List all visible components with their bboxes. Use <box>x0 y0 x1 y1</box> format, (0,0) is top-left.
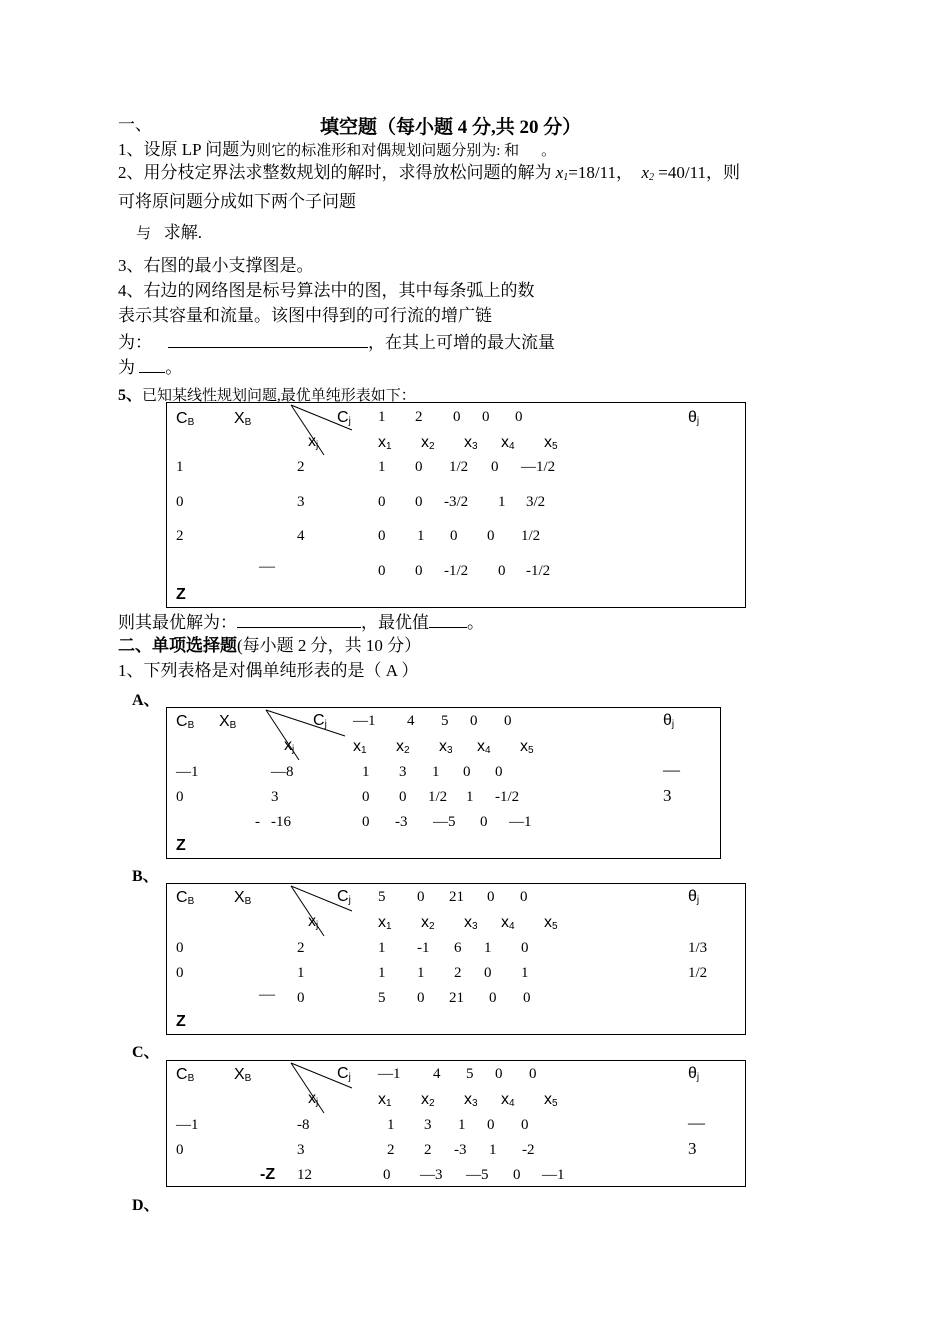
a-cj-2: 4 <box>407 713 415 729</box>
t5-cj-2: 2 <box>415 409 423 425</box>
b-cj: C <box>337 888 349 905</box>
q2-solve: 求解. <box>163 223 203 242</box>
a-header-x5 <box>520 738 534 760</box>
a-header-theta <box>663 712 674 734</box>
a-header-xj <box>284 737 294 759</box>
header-x3 <box>464 434 478 456</box>
question-2-line1 <box>118 163 740 188</box>
c-r1-c2: 3 <box>424 1117 432 1133</box>
q5-optimal-value-label: ，最优值 <box>361 613 429 632</box>
c-s1: 1 <box>386 1098 392 1109</box>
q5-answer-period: 。 <box>467 613 484 632</box>
q2-var-x1: x <box>555 163 564 182</box>
t5-r1-c2: 0 <box>415 459 423 475</box>
header-cj <box>337 409 351 431</box>
c-cj-2: 4 <box>433 1066 441 1082</box>
a-x3: x <box>439 738 447 755</box>
t5-r1-cb: 1 <box>176 459 184 475</box>
a-theta-sub: j <box>671 719 675 730</box>
question-1 <box>118 140 556 161</box>
b-z-c3: 21 <box>449 990 464 1006</box>
a-r2-c3: 1/2 <box>428 789 448 805</box>
b-x4: x <box>501 914 509 931</box>
b-cj-4: 0 <box>487 889 495 905</box>
a-r1-cb: —1 <box>176 764 199 780</box>
q2-and: 与 <box>136 226 152 242</box>
table-option-b <box>166 883 746 1035</box>
t5-r1-c3: 1/2 <box>449 459 469 475</box>
c-theta-sub: j <box>696 1072 700 1083</box>
t5-r2-c5: 3/2 <box>526 494 546 510</box>
t5-r3-c2: 1 <box>417 528 425 544</box>
b-header-cb <box>176 889 194 911</box>
section2-title: 二、单项选择题 <box>118 636 237 655</box>
b-s5: 5 <box>552 921 558 932</box>
h-s2: 2 <box>429 441 435 452</box>
c-r2-c3: -3 <box>454 1142 467 1158</box>
header-cb-letter: C <box>176 410 188 427</box>
t5-z-label: Z <box>176 586 186 603</box>
t5-z-c5: -1/2 <box>526 563 551 579</box>
b-header-theta <box>688 888 699 910</box>
h-x4: x <box>501 434 509 451</box>
b-header-x3 <box>464 914 478 936</box>
b-r2-c2: 1 <box>417 965 425 981</box>
b-z-c1: 5 <box>378 990 386 1006</box>
section1-number: 一、 <box>118 115 152 134</box>
a-z-label: Z <box>176 837 186 854</box>
c-z-c3: —5 <box>466 1167 489 1183</box>
a-r2-theta: 3 <box>663 786 672 805</box>
a-x5: x <box>520 738 528 755</box>
a-cj-3: 5 <box>441 713 449 729</box>
a-header-x4 <box>477 738 491 760</box>
a-xj: x <box>284 737 292 754</box>
t5-cj-5: 0 <box>515 409 523 425</box>
b-z-c4: 0 <box>489 990 497 1006</box>
t5-r1-c4: 0 <box>491 459 499 475</box>
a-s4: 4 <box>485 745 491 756</box>
a-x4: x <box>477 738 485 755</box>
a-r2-c2: 0 <box>399 789 407 805</box>
a-s2: 2 <box>404 745 410 756</box>
header-xb-letter: X <box>234 410 245 427</box>
b-r2-c5: 1 <box>521 965 529 981</box>
q4-for: 为： <box>118 333 152 352</box>
section2-heading <box>118 636 421 656</box>
c-xb-sub: B <box>244 1073 252 1084</box>
header-theta-sub: j <box>696 416 700 427</box>
a-cj: C <box>313 712 325 729</box>
c-cj-4: 0 <box>495 1066 503 1082</box>
a-theta: θ <box>663 712 672 729</box>
c-r2-c2: 2 <box>424 1142 432 1158</box>
section2-note: (每小题 2 分，共 10 分） <box>237 636 422 655</box>
c-x3: x <box>464 1091 472 1108</box>
question-4-line2: 表示其容量和流量。该图中得到的可行流的增广链 <box>118 306 492 325</box>
a-cb-sub: B <box>187 720 195 731</box>
a-z-c2: -3 <box>395 814 408 830</box>
b-cj-1: 5 <box>378 889 386 905</box>
question-4-line4 <box>118 356 182 378</box>
c-s5: 5 <box>552 1098 558 1109</box>
a-s1: 1 <box>361 745 367 756</box>
option-d-label: D、 <box>132 1197 160 1214</box>
b-x5: x <box>544 914 552 931</box>
b-r1-xb: 2 <box>297 940 305 956</box>
a-cj-sub: j <box>324 719 327 730</box>
c-x5: x <box>544 1091 552 1108</box>
h-x1: x <box>378 434 386 451</box>
t5-r1-xb: 2 <box>297 459 305 475</box>
a-xb: X <box>219 713 230 730</box>
c-z-c1: 0 <box>383 1167 391 1183</box>
c-r2-c1: 2 <box>387 1142 395 1158</box>
a-z-sign: - <box>255 814 260 830</box>
h-s1: 1 <box>386 441 392 452</box>
c-header-x2 <box>421 1091 435 1113</box>
a-cj-5: 0 <box>504 713 512 729</box>
a-header-x3 <box>439 738 453 760</box>
b-r2-xb: 1 <box>297 965 305 981</box>
q5-number: 5、 <box>118 387 143 404</box>
a-cb: C <box>176 713 188 730</box>
q4-blank-flow[interactable] <box>139 356 165 373</box>
b-z-c2: 0 <box>417 990 425 1006</box>
a-r1-c3: 1 <box>432 764 440 780</box>
q1-text-b: 则它的标准形和对偶规划问题分别为: 和 <box>256 143 520 159</box>
t5-r2-c1: 0 <box>378 494 386 510</box>
a-header-cj <box>313 712 327 734</box>
b-header-x5 <box>544 914 558 936</box>
h-x3: x <box>464 434 472 451</box>
b-xj-sub: j <box>316 920 319 931</box>
q5-text: 已知某线性规划问题,最优单纯形表如下： <box>142 388 416 404</box>
b-theta: θ <box>688 888 697 905</box>
b-z-c5: 0 <box>523 990 531 1006</box>
c-s2: 2 <box>429 1098 435 1109</box>
q1-text-c: 。 <box>541 143 557 159</box>
b-s1: 1 <box>386 921 392 932</box>
a-r2-c1: 0 <box>362 789 370 805</box>
h-s3: 3 <box>472 441 478 452</box>
b-xb-sub: B <box>244 896 252 907</box>
a-x2: x <box>396 738 404 755</box>
t5-r3-c5: 1/2 <box>521 528 541 544</box>
c-header-cb <box>176 1066 194 1088</box>
b-cj-3: 21 <box>449 889 464 905</box>
q2-val-x1: =18/11， <box>568 163 633 182</box>
b-xb: X <box>234 889 245 906</box>
q5-blank-solution[interactable] <box>237 611 361 628</box>
header-xb <box>234 410 251 432</box>
q5-blank-value[interactable] <box>429 611 467 628</box>
t5-cj-1: 1 <box>378 409 386 425</box>
t5-r2-c4: 1 <box>498 494 506 510</box>
b-cb: C <box>176 889 188 906</box>
b-r2-c3: 2 <box>454 965 462 981</box>
b-cb-sub: B <box>187 896 195 907</box>
table-b-diagonals <box>167 884 747 1036</box>
question-4-line1: 4、右边的网络图是标号算法中的图，其中每条弧上的数 <box>118 281 535 300</box>
c-header-x1 <box>378 1091 392 1113</box>
h-s4: 4 <box>509 441 515 452</box>
q4-max-flow-text: ，在其上可增的最大流量 <box>368 333 555 352</box>
section2-question-1: 1、下列表格是对偶单纯形表的是（ A ） <box>118 661 419 680</box>
option-a-label: A、 <box>132 692 160 709</box>
header-cb-sub: B <box>187 417 195 428</box>
header-x1 <box>378 434 392 456</box>
t5-z-c2: 0 <box>415 563 423 579</box>
option-b-label: B、 <box>132 868 159 885</box>
c-r1-c1: 1 <box>387 1117 395 1133</box>
a-xb-sub: B <box>229 720 237 731</box>
t5-cj-3: 0 <box>453 409 461 425</box>
b-r2-c1: 1 <box>378 965 386 981</box>
c-xj-sub: j <box>316 1097 319 1108</box>
b-header-x1 <box>378 914 392 936</box>
b-z-dash: — <box>259 986 275 1003</box>
h-x2: x <box>421 434 429 451</box>
q4-is: 为 <box>118 358 135 377</box>
b-z-label: Z <box>176 1013 186 1030</box>
b-r1-c5: 0 <box>521 940 529 956</box>
a-r2-c4: 1 <box>466 789 474 805</box>
h-x5: x <box>544 434 552 451</box>
c-cj-3: 5 <box>466 1066 474 1082</box>
a-r1-c4: 0 <box>463 764 471 780</box>
a-header-xb <box>219 713 236 735</box>
c-header-theta <box>688 1065 699 1087</box>
a-r2-xb: 3 <box>271 789 279 805</box>
header-theta <box>688 409 699 431</box>
header-xj-sub: j <box>316 440 319 451</box>
c-z-label-inline: -Z <box>260 1166 276 1183</box>
b-header-xj <box>308 913 318 935</box>
a-cj-4: 0 <box>470 713 478 729</box>
b-header-xb <box>234 889 251 911</box>
a-r1-xb: —8 <box>271 764 294 780</box>
b-cj-2: 0 <box>417 889 425 905</box>
header-x2 <box>421 434 435 456</box>
t5-r1-c5: —1/2 <box>521 459 556 475</box>
a-r2-cb: 0 <box>176 789 184 805</box>
a-header-x2 <box>396 738 410 760</box>
c-z-val: 12 <box>297 1167 312 1183</box>
option-c-label: C、 <box>132 1044 160 1061</box>
table-option-a <box>166 707 721 859</box>
c-x1: x <box>378 1091 386 1108</box>
header-xb-sub: B <box>244 417 252 428</box>
b-r1-cb: 0 <box>176 940 184 956</box>
b-header-x4 <box>501 914 515 936</box>
header-theta-letter: θ <box>688 409 697 426</box>
header-x4 <box>501 434 515 456</box>
a-z-c1: 0 <box>362 814 370 830</box>
b-theta-sub: j <box>696 895 700 906</box>
q1-text-a: 1、设原 LP 问题为 <box>118 140 257 159</box>
c-r1-theta: — <box>688 1113 705 1132</box>
c-r2-theta: 3 <box>688 1139 697 1158</box>
q2-text: 2、用分枝定界法求整数规划的解时，求得放松问题的解为 <box>118 163 556 182</box>
a-r1-theta: — <box>663 760 680 779</box>
c-r1-c5: 0 <box>521 1117 529 1133</box>
q2-sub-2: 2 <box>649 172 655 183</box>
a-cj-1: —1 <box>353 713 376 729</box>
t5-r3-cb: 2 <box>176 528 184 544</box>
c-xj: x <box>308 1090 316 1107</box>
q4-blank-chain[interactable] <box>168 331 368 348</box>
h-s5: 5 <box>552 441 558 452</box>
a-s5: 5 <box>528 745 534 756</box>
b-s2: 2 <box>429 921 435 932</box>
b-x3: x <box>464 914 472 931</box>
a-x1: x <box>353 738 361 755</box>
q5-answer-label: 则其最优解为： <box>118 613 237 632</box>
t5-z-dash: — <box>259 558 275 575</box>
q2-val-x2: =40/11，则 <box>654 163 740 182</box>
table-a-diagonals <box>167 708 722 860</box>
c-header-cj <box>337 1065 351 1087</box>
header-xj-letter: x <box>308 433 316 450</box>
c-r1-xb: -8 <box>297 1117 310 1133</box>
a-z-val: -16 <box>271 814 291 830</box>
c-z-c5: —1 <box>542 1167 565 1183</box>
c-s3: 3 <box>472 1098 478 1109</box>
t5-r2-c2: 0 <box>415 494 423 510</box>
a-z-c4: 0 <box>480 814 488 830</box>
header-cb <box>176 410 194 432</box>
a-r1-c1: 1 <box>362 764 370 780</box>
c-s4: 4 <box>509 1098 515 1109</box>
q4-period: 。 <box>165 358 183 377</box>
c-cj-5: 0 <box>529 1066 537 1082</box>
c-r2-c4: 1 <box>489 1142 497 1158</box>
a-header-cb <box>176 713 194 735</box>
t5-z-c4: 0 <box>498 563 506 579</box>
a-s3: 3 <box>447 745 453 756</box>
b-r2-cb: 0 <box>176 965 184 981</box>
t5-r3-c4: 0 <box>487 528 495 544</box>
b-header-x2 <box>421 914 435 936</box>
b-r2-theta: 1/2 <box>688 965 708 981</box>
b-r1-c3: 6 <box>454 940 462 956</box>
c-xb: X <box>234 1066 245 1083</box>
question-2-line2: 可将原问题分成如下两个子问题 <box>118 192 356 211</box>
question-3: 3、右图的最小支撑图是。 <box>118 256 314 275</box>
a-r2-c5: -1/2 <box>495 789 520 805</box>
header-cj-letter: C <box>337 409 349 426</box>
b-s3: 3 <box>472 921 478 932</box>
table-c-diagonals <box>167 1061 747 1188</box>
t5-r2-c3: -3/2 <box>444 494 469 510</box>
question-2-line3 <box>136 223 202 244</box>
c-cj: C <box>337 1065 349 1082</box>
t5-r3-xb: 4 <box>297 528 305 544</box>
t5-r1-c1: 1 <box>378 459 386 475</box>
header-cj-sub: j <box>348 416 351 427</box>
c-r2-cb: 0 <box>176 1142 184 1158</box>
a-z-c5: —1 <box>509 814 532 830</box>
section1-title: 填空题（每小题 4 分,共 20 分） <box>320 117 582 138</box>
t5-r3-c1: 0 <box>378 528 386 544</box>
c-header-xj <box>308 1090 318 1112</box>
c-header-x3 <box>464 1091 478 1113</box>
c-cb: C <box>176 1066 188 1083</box>
header-x5 <box>544 434 558 456</box>
c-z-c2: —3 <box>420 1167 443 1183</box>
t5-z-c3: -1/2 <box>444 563 469 579</box>
t5-r2-cb: 0 <box>176 494 184 510</box>
b-x1: x <box>378 914 386 931</box>
c-theta: θ <box>688 1065 697 1082</box>
c-z-c4: 0 <box>513 1167 521 1183</box>
c-header-x4 <box>501 1091 515 1113</box>
b-z-val: 0 <box>297 990 305 1006</box>
c-header-xb <box>234 1066 251 1088</box>
c-cj-1: —1 <box>378 1066 401 1082</box>
a-header-x1 <box>353 738 367 760</box>
table-option-c <box>166 1060 746 1187</box>
c-r2-c5: -2 <box>522 1142 535 1158</box>
a-r1-c5: 0 <box>495 764 503 780</box>
t5-z-c1: 0 <box>378 563 386 579</box>
b-r2-c4: 0 <box>484 965 492 981</box>
b-s4: 4 <box>509 921 515 932</box>
q2-sub-1: 1 <box>563 172 569 183</box>
c-r1-c3: 1 <box>458 1117 466 1133</box>
b-xj: x <box>308 913 316 930</box>
a-xj-sub: j <box>292 744 295 755</box>
c-r2-xb: 3 <box>297 1142 305 1158</box>
b-r1-theta: 1/3 <box>688 940 708 956</box>
b-x2: x <box>421 914 429 931</box>
c-header-x5 <box>544 1091 558 1113</box>
table-q5 <box>166 402 746 608</box>
c-r1-cb: —1 <box>176 1117 199 1133</box>
q5-answer <box>118 611 484 633</box>
b-r1-c2: -1 <box>417 940 430 956</box>
b-r1-c4: 1 <box>484 940 492 956</box>
c-x4: x <box>501 1091 509 1108</box>
header-xj <box>308 433 318 455</box>
t5-cj-4: 0 <box>482 409 490 425</box>
c-x2: x <box>421 1091 429 1108</box>
t5-r2-xb: 3 <box>297 494 305 510</box>
a-r1-c2: 3 <box>399 764 407 780</box>
q2-var-x2: x <box>641 163 650 182</box>
c-cb-sub: B <box>187 1073 195 1084</box>
b-cj-5: 0 <box>520 889 528 905</box>
b-header-cj <box>337 888 351 910</box>
c-r1-c4: 0 <box>487 1117 495 1133</box>
b-cj-sub: j <box>348 895 351 906</box>
question-4-line3 <box>118 331 555 353</box>
t5-r3-c3: 0 <box>450 528 458 544</box>
c-cj-sub: j <box>348 1072 351 1083</box>
b-r1-c1: 1 <box>378 940 386 956</box>
a-z-c3: —5 <box>433 814 456 830</box>
